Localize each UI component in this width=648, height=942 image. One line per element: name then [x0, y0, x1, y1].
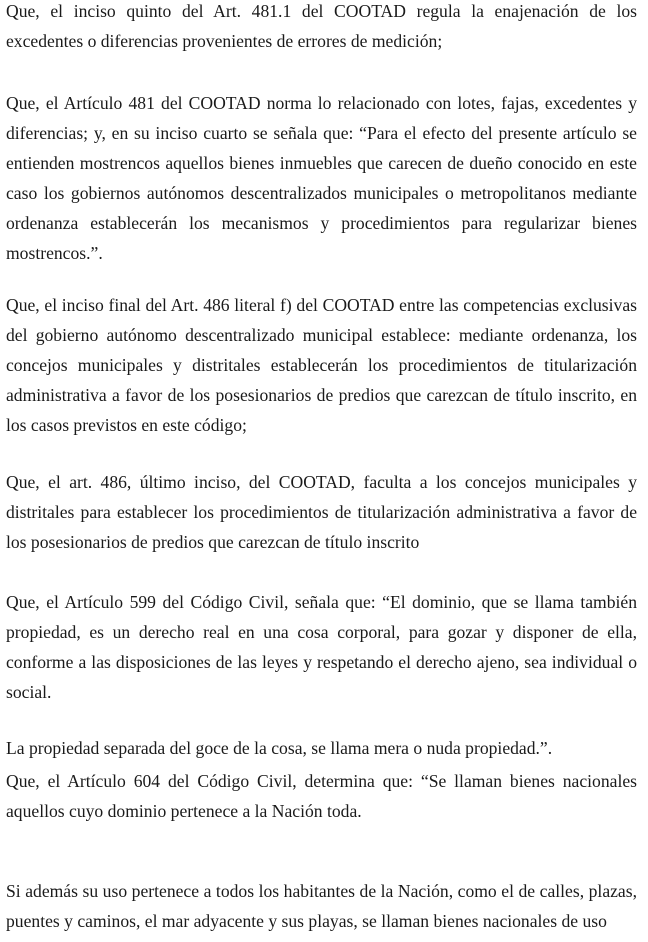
paragraph-5: Que, el Artículo 599 del Código Civil, señala que: “El dominio, que se llama también propiedad, es un derecho real en una cosa corporal, para gozar y disponer de ella, conforme a las disposiciones de las leyes y respetando el derecho ajeno, sea individual o social.	[6, 592, 637, 702]
paragraph-6: La propiedad separada del goce de la cosa, se llama mera o nuda propiedad.”.	[6, 738, 553, 758]
paragraph-1: Que, el inciso quinto del Art. 481.1 del COOTAD regula la enajenación de los excedentes o diferencias provenientes de errores de medición;	[6, 1, 637, 51]
paragraph-7: Que, el Artículo 604 del Código Civil, determina que: “Se llaman bienes nacionales aquellos cuyo dominio pertenece a la Nación toda.	[6, 771, 637, 821]
paragraph-2: Que, el Artículo 481 del COOTAD norma lo relacionado con lotes, fajas, excedentes y diferencias; y, en su inciso cuarto se señala que: “Para el efecto del presente artículo se entienden mostrencos aquellos bienes inmuebles que carecen de dueño conocido en este caso los gobiernos autónomos descentralizados municipales o metropolitanos mediante ordenanza establecerán los mecanismos y procedimientos para regularizar bienes mostrencos.”.	[6, 93, 637, 263]
paragraph-8: Si además su uso pertenece a todos los habitantes de la Nación, como el de calles, plazas, puentes y caminos, el mar adyacente y sus playas, se llaman bienes nacionales de uso	[6, 881, 637, 931]
paragraph-3: Que, el inciso final del Art. 486 literal f) del COOTAD entre las competencias exclusivas del gobierno autónomo descentralizado municipal establece: mediante ordenanza, los concejos municipales y distritales establecerán los procedimientos de titularización administrativa a favor de los posesionarios de predios que carezcan de título inscrito, en los casos previstos en este código;	[6, 295, 637, 435]
paragraph-4: Que, el art. 486, último inciso, del COOTAD, faculta a los concejos municipales y distritales para establecer los procedimientos de titularización administrativa a favor de los posesionarios de predios que carezcan de título inscrito	[6, 472, 637, 552]
